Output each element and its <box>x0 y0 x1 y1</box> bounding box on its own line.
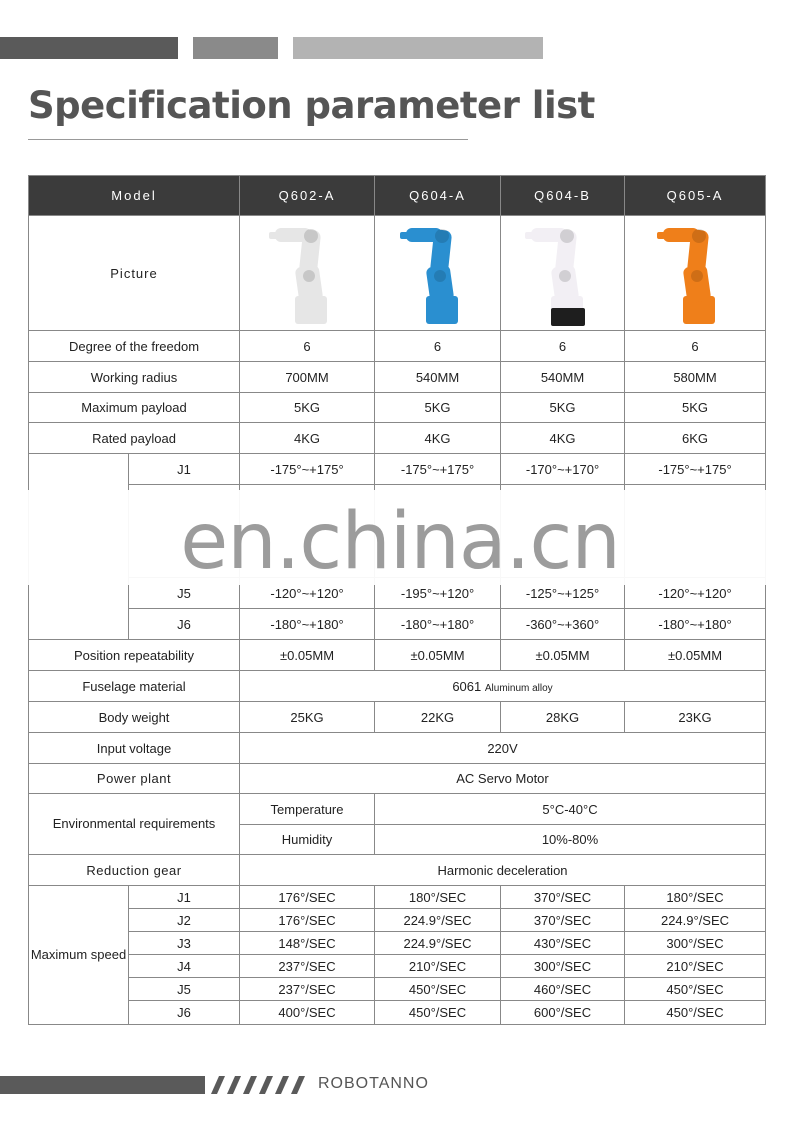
cell: -180°~+180° <box>375 609 501 640</box>
power-row <box>29 764 766 794</box>
cell: 210°/SEC <box>375 955 501 978</box>
header-bar-mid <box>193 37 278 59</box>
cell: 580MM <box>625 362 766 393</box>
robot-arm-icon <box>523 218 603 328</box>
cell: 25KG <box>240 702 375 733</box>
cell: 370°/SEC <box>501 909 625 932</box>
material-value <box>240 671 766 702</box>
joint-label: J6 <box>129 609 240 640</box>
cell: -360°~+360° <box>501 609 625 640</box>
repeatability-row <box>29 640 766 671</box>
cell: -120°~+120° <box>625 578 766 609</box>
cell: -120°~+120° <box>240 578 375 609</box>
footer-stripes-icon <box>205 1076 310 1094</box>
material-unit: Aluminum alloy <box>484 682 553 694</box>
temp-value: 5°C-40°C <box>375 794 766 825</box>
power-label: Power plant <box>29 764 240 794</box>
page-title: Specification parameter list <box>28 84 595 127</box>
robot-part <box>435 229 449 243</box>
robot-part <box>434 270 446 282</box>
cell: 5KG <box>240 393 375 423</box>
joint-label: J5 <box>129 978 240 1001</box>
joint-label: J1 <box>129 886 240 909</box>
cell: 700MM <box>240 362 375 393</box>
voltage-row <box>29 733 766 764</box>
joint-label: J5 <box>129 578 240 609</box>
picture-row <box>29 216 766 331</box>
voltage-label: Input voltage <box>29 733 240 764</box>
cell: 6 <box>240 331 375 362</box>
robot-image-q605a <box>625 216 766 331</box>
cell: 5KG <box>625 393 766 423</box>
model-header: Model <box>29 176 240 216</box>
robot-part <box>304 229 318 243</box>
watermark-text: en.china.cn <box>180 497 620 587</box>
cell: 4KG <box>375 423 501 454</box>
max-payload-label: Maximum payload <box>29 393 240 423</box>
rated-payload-label: Rated payload <box>29 423 240 454</box>
material-grade: 6061 <box>452 678 482 694</box>
cell: ±0.05MM <box>375 640 501 671</box>
env-temp-row <box>29 794 766 825</box>
cell: 6 <box>625 331 766 362</box>
cell: 180°/SEC <box>375 886 501 909</box>
cell: 6KG <box>625 423 766 454</box>
speed-j3-row <box>29 932 766 955</box>
cell: -175°~+175° <box>625 454 766 485</box>
cell: -180°~+180° <box>240 609 375 640</box>
hum-label: Humidity <box>240 825 375 855</box>
max-payload-row <box>29 393 766 423</box>
cell: 4KG <box>501 423 625 454</box>
cell: 22KG <box>375 702 501 733</box>
dof-label: Degree of the freedom <box>29 331 240 362</box>
weight-row <box>29 702 766 733</box>
cell: ±0.05MM <box>240 640 375 671</box>
material-row <box>29 671 766 702</box>
robot-part <box>551 308 585 326</box>
robot-image-q604b <box>501 216 625 331</box>
model-q602a: Q602-A <box>240 176 375 216</box>
cell: 540MM <box>501 362 625 393</box>
cell: 176°/SEC <box>240 909 375 932</box>
header-bar-dark <box>0 37 178 59</box>
cell: 176°/SEC <box>240 886 375 909</box>
model-q604a: Q604-A <box>375 176 501 216</box>
footer-bar <box>0 1076 205 1094</box>
robot-part <box>657 232 665 239</box>
robot-arm-icon <box>267 218 347 328</box>
joint-label: J6 <box>129 1001 240 1025</box>
cell: ±0.05MM <box>501 640 625 671</box>
cell: 224.9°/SEC <box>375 909 501 932</box>
cell: 450°/SEC <box>625 1001 766 1025</box>
joint-label: J3 <box>129 932 240 955</box>
cell: 460°/SEC <box>501 978 625 1001</box>
gear-value: Harmonic deceleration <box>240 855 766 886</box>
speed-j4-row <box>29 955 766 978</box>
cell: 400°/SEC <box>240 1001 375 1025</box>
brand-name: ROBOTANNO <box>318 1075 429 1092</box>
voltage-value: 220V <box>240 733 766 764</box>
model-q605a: Q605-A <box>625 176 766 216</box>
cell: 600°/SEC <box>501 1001 625 1025</box>
cell: ±0.05MM <box>625 640 766 671</box>
robot-part <box>525 232 533 239</box>
range-j6-row <box>29 609 766 640</box>
header-row <box>29 176 766 216</box>
cell: -175°~+175° <box>375 454 501 485</box>
cell: 4KG <box>240 423 375 454</box>
robot-part <box>692 229 706 243</box>
cell: -125°~+125° <box>501 578 625 609</box>
cell: 180°/SEC <box>625 886 766 909</box>
model-q604b: Q604-B <box>501 176 625 216</box>
radius-label: Working radius <box>29 362 240 393</box>
radius-row <box>29 362 766 393</box>
cell: 6 <box>375 331 501 362</box>
cell: 23KG <box>625 702 766 733</box>
env-label: Environmental requirements <box>29 794 240 855</box>
gear-row <box>29 855 766 886</box>
cell: 300°/SEC <box>625 932 766 955</box>
robot-image-q604a <box>375 216 501 331</box>
cell: 237°/SEC <box>240 978 375 1001</box>
speed-j1-row <box>29 886 766 909</box>
cell: 224.9°/SEC <box>625 909 766 932</box>
cell: -180°~+180° <box>625 609 766 640</box>
joint-label: J1 <box>129 454 240 485</box>
rated-payload-row <box>29 423 766 454</box>
speed-j5-row <box>29 978 766 1001</box>
cell: 148°/SEC <box>240 932 375 955</box>
cell: 210°/SEC <box>625 955 766 978</box>
robot-part <box>269 232 277 239</box>
robot-part <box>691 270 703 282</box>
cell: 450°/SEC <box>375 978 501 1001</box>
robot-image-q602a <box>240 216 375 331</box>
cell: 28KG <box>501 702 625 733</box>
robot-arm-icon <box>655 218 735 328</box>
cell: 450°/SEC <box>375 1001 501 1025</box>
range-j1-row <box>29 454 766 485</box>
hum-value: 10%-80% <box>375 825 766 855</box>
cell: 450°/SEC <box>625 978 766 1001</box>
cell: 430°/SEC <box>501 932 625 955</box>
robot-part <box>560 229 574 243</box>
dof-row <box>29 331 766 362</box>
cell: -175°~+175° <box>240 454 375 485</box>
robot-arm-icon <box>398 218 478 328</box>
speed-label: Maximum speed <box>29 886 129 1025</box>
power-value: AC Servo Motor <box>240 764 766 794</box>
gear-label: Reduction gear <box>29 855 240 886</box>
cell: 237°/SEC <box>240 955 375 978</box>
robot-part <box>559 270 571 282</box>
repeatability-label: Position repeatability <box>29 640 240 671</box>
speed-j6-row <box>29 1001 766 1025</box>
weight-label: Body weight <box>29 702 240 733</box>
robot-part <box>303 270 315 282</box>
robot-part <box>400 232 408 239</box>
cell: 370°/SEC <box>501 886 625 909</box>
cell: 5KG <box>501 393 625 423</box>
cell: -195°~+120° <box>375 578 501 609</box>
speed-j2-row <box>29 909 766 932</box>
joint-label: J2 <box>129 909 240 932</box>
spec-table <box>28 175 766 1025</box>
cell: 300°/SEC <box>501 955 625 978</box>
cell: 5KG <box>375 393 501 423</box>
header-bar-light <box>293 37 543 59</box>
picture-label: Picture <box>29 216 240 331</box>
cell: 224.9°/SEC <box>375 932 501 955</box>
title-underline <box>28 139 468 140</box>
temp-label: Temperature <box>240 794 375 825</box>
cell: -170°~+170° <box>501 454 625 485</box>
cell: 6 <box>501 331 625 362</box>
joint-label: J4 <box>129 955 240 978</box>
cell: 540MM <box>375 362 501 393</box>
material-label: Fuselage material <box>29 671 240 702</box>
